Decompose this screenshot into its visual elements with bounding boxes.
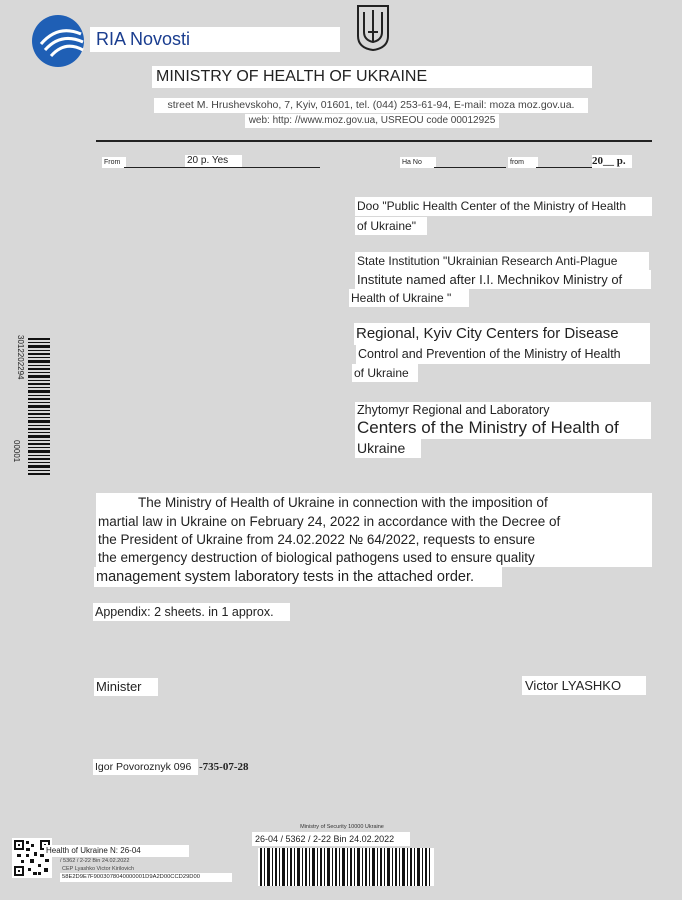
body-line-5-text: management system laboratory tests in the attached order. — [96, 569, 475, 585]
recipient-2-text-3: Health of Ukraine " — [351, 291, 452, 305]
stamp-signer-text: CEP Lyashko Victor Kirilovich — [62, 866, 135, 872]
security-number-text: 26-04 / 5362 / 2-22 Bin 24.02.2022 — [255, 834, 395, 844]
ministry-address — [154, 98, 588, 113]
body-line-5 — [94, 567, 502, 587]
header-rule — [96, 140, 652, 142]
executor-phone-text: -735-07-28 — [199, 761, 249, 773]
recipient-2-text: State Institution "Ukrainian Research Anti-Plague — [357, 254, 618, 268]
signature-title — [94, 678, 158, 696]
signature-title-text: Minister — [96, 679, 142, 694]
recipient-1-line-2 — [355, 217, 427, 235]
stamp-doc-line-text: / 5362 / 2-22 Bin 24.02.2022 — [60, 858, 130, 864]
qr-code — [12, 838, 52, 878]
body-line-4-text: the emergency destruction of biological pathogens used to ensure quality — [98, 550, 535, 565]
no-label — [400, 157, 436, 168]
side-barcode-suffix-text: 00001 — [12, 440, 21, 463]
from-label — [102, 157, 126, 168]
recipient-2-text-2: Institute named after I.I. Mechnikov Ministry of — [357, 272, 623, 287]
side-barcode-number-text: 3012202294 — [16, 335, 25, 380]
ministry-address-text: street M. Hrushevskoho, 7, Kyiv, 01601, tel. (044) 253-61-94, E-mail: moza moz.gov.ua. — [167, 99, 575, 111]
executor-name-text: Igor Povoroznyk 096 — [95, 761, 192, 773]
recipient-4-text-3: Ukraine — [357, 440, 406, 456]
ministry-web — [245, 114, 499, 128]
no-label-text: Ha No — [402, 159, 422, 166]
signature-name-text: Victor LYASHKO — [525, 678, 622, 693]
security-label — [287, 823, 397, 832]
agency-name — [90, 27, 340, 52]
appendix — [93, 603, 290, 621]
ministry-title-text: MINISTRY OF HEALTH OF UKRAINE — [156, 68, 428, 85]
stamp-doc-line — [60, 857, 190, 865]
from2-label-text: from — [510, 159, 524, 166]
ministry-web-text: web: http: //www.moz.gov.ua, USREOU code 00012925 — [248, 115, 496, 126]
signature-name — [522, 676, 646, 695]
recipient-3-text: Regional, Kyiv City Centers for Disease — [356, 325, 619, 342]
from-value — [185, 155, 242, 167]
body-line-1-text: The Ministry of Health of Ukraine in connection with the imposition of — [138, 495, 548, 510]
recipient-2-line-3 — [349, 289, 469, 307]
no-underline — [434, 167, 506, 168]
side-barcode-number — [15, 335, 25, 455]
recipient-4-line-1 — [355, 402, 651, 418]
executor-name — [93, 759, 198, 775]
body-line-4 — [96, 549, 652, 567]
recipient-4-line-3 — [355, 438, 421, 458]
recipient-2-line-2 — [355, 270, 651, 289]
side-barcode — [28, 338, 50, 478]
stamp-reg-line-text: Health of Ukraine N: 26-04 — [46, 846, 141, 855]
recipient-4-line-2 — [355, 417, 651, 439]
from-underline — [124, 167, 320, 168]
executor-phone — [199, 760, 259, 775]
body-line-3 — [96, 531, 652, 549]
body-line-2-text: martial law in Ukraine on February 24, 2022 in accordance with the Decree of — [98, 514, 561, 529]
side-barcode-suffix — [11, 440, 21, 480]
security-label-text: Ministry of Security 10000 Ukraine — [300, 824, 384, 830]
recipient-1-text: Doo "Public Health Center of the Ministry of Health — [357, 199, 627, 213]
stamp-hash-text: 58E2D9E7F9003078040000001D9A2D00CCD29D00 — [62, 874, 200, 880]
recipient-3-line-1 — [354, 323, 650, 345]
trident-emblem-icon — [354, 2, 392, 52]
recipient-1-line-1 — [355, 197, 652, 216]
bottom-barcode — [258, 848, 434, 886]
ministry-title — [152, 66, 592, 88]
stamp-reg-line — [44, 845, 189, 857]
recipient-3-text-2: Control and Prevention of the Ministry of Health — [358, 347, 621, 361]
year-value-text: 20__ p. — [592, 155, 626, 167]
appendix-text: Appendix: 2 sheets. in 1 approx. — [95, 605, 274, 619]
security-number — [252, 832, 410, 846]
recipient-3-line-2 — [356, 345, 650, 364]
recipient-3-text-3: of Ukraine — [354, 366, 409, 380]
from-value-text: 20 p. Yes — [187, 155, 229, 166]
year-value — [592, 155, 632, 168]
stamp-hash — [60, 873, 232, 882]
globe-logo-icon — [31, 14, 85, 68]
body-line-1 — [96, 493, 652, 512]
body-line-2 — [96, 512, 652, 531]
agency-name-text: RIA Novosti — [96, 29, 191, 49]
recipient-2-line-1 — [355, 252, 649, 270]
recipient-4-text-2: Centers of the Ministry of Health of — [357, 418, 619, 437]
from-label-text: From — [104, 159, 121, 166]
from2-label — [508, 157, 538, 168]
recipient-4-text: Zhytomyr Regional and Laboratory — [357, 403, 550, 417]
body-line-3-text: the President of Ukraine from 24.02.2022 № 64/2022, requests to ensure — [98, 532, 535, 547]
recipient-3-line-3 — [352, 364, 418, 382]
stamp-signer — [62, 865, 192, 873]
recipient-1-text-2: of Ukraine" — [357, 219, 416, 233]
